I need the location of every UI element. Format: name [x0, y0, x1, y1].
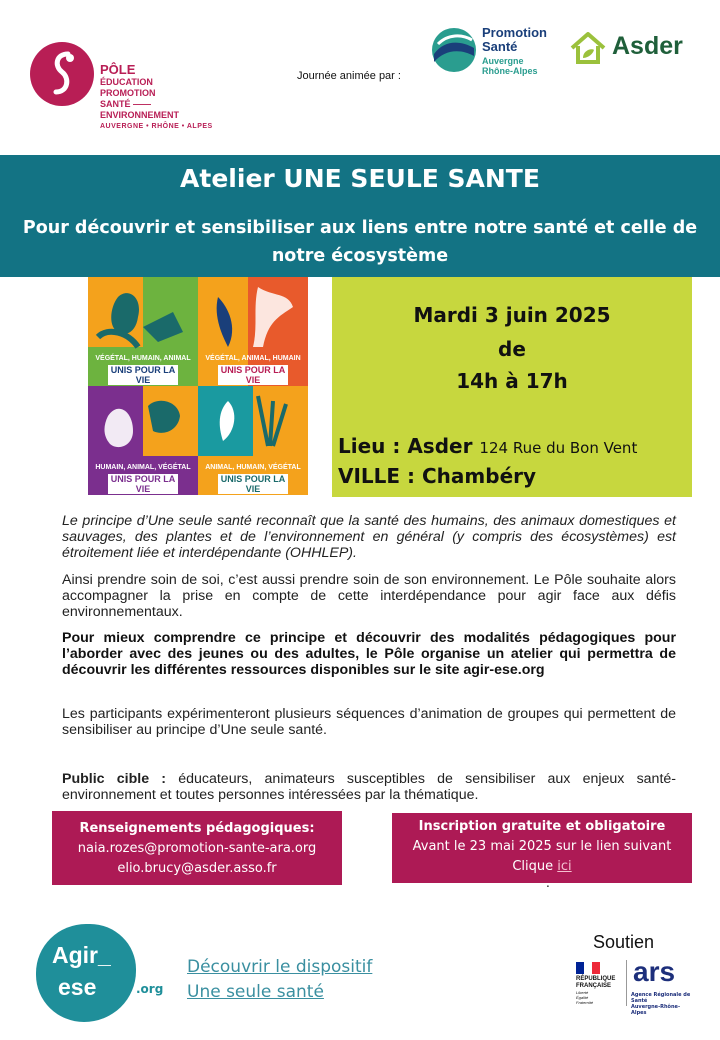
contacts-title: Renseignements pédagogiques:	[79, 821, 315, 836]
pole-line1: PÔLE	[100, 62, 136, 77]
contacts-box	[52, 811, 342, 885]
agir-ese-blob	[36, 924, 136, 1022]
promotion-sante-logo	[430, 26, 570, 80]
event-address: 124 Rue du Bon Vent	[479, 439, 638, 457]
contact-email-1[interactable]: naia.rozes@promotion-sante-ara.org	[77, 841, 317, 856]
event-de: de	[498, 337, 526, 361]
poster-cell-2	[198, 277, 308, 386]
rf-motto-1: Liberté	[576, 990, 589, 995]
rf-line1: RÉPUBLIQUE	[576, 976, 616, 982]
pole-line2: ÉDUCATION	[100, 77, 153, 87]
paragraph-public	[62, 771, 676, 803]
inscription-click-line	[392, 857, 692, 877]
ars-sub-2: Auvergne-Rhône-Alpes	[631, 1004, 681, 1016]
agir-ese-logo	[36, 924, 164, 1022]
inscription-click-label: Clique	[512, 859, 558, 874]
poster-cell-3-kicker: HUMAIN, ANIMAL, VÉGÉTAL	[95, 464, 191, 471]
trailing-dot: .	[546, 876, 550, 890]
pole-line6: AUVERGNE • RHÔNE • ALPES	[100, 123, 213, 130]
french-flag-icon	[576, 962, 600, 974]
ars-logo	[626, 956, 693, 1016]
event-date: Mardi 3 juin 2025	[413, 303, 611, 327]
discover-link-2[interactable]: Une seule santé	[187, 982, 324, 1002]
pole-line3: PROMOTION	[100, 88, 156, 98]
inscription-title: Inscription gratuite et obligatoire	[418, 819, 666, 834]
ars-name: ars	[633, 956, 676, 987]
poster-cell-1	[88, 277, 198, 386]
subtitle-line1: Pour découvrir et sensibiliser aux liens entre notre santé et celle de	[22, 218, 698, 238]
event-city: VILLE : Chambéry	[338, 464, 537, 488]
asder-name: Asder	[612, 32, 683, 60]
ars-sub-1: Agence Régionale de Santé	[631, 992, 691, 1004]
rf-motto-2: Égalité	[576, 995, 589, 1000]
poster-cell-2-caption: UNIS POUR LA VIE	[218, 365, 288, 385]
rf-text	[576, 976, 615, 1005]
event-location-label: Lieu : Asder	[338, 434, 473, 458]
promotion-sante-region	[482, 56, 538, 76]
soutien-label: Soutien	[593, 932, 655, 952]
animated-by-label: Journée animée par :	[297, 70, 401, 82]
rf-line2: FRANÇAISE	[576, 983, 612, 989]
page-subtitle	[20, 214, 700, 270]
poster-cell-1-caption: UNIS POUR LA VIE	[108, 365, 178, 385]
ps-name-2: Santé	[482, 39, 518, 54]
agir-ese-line2: ese	[58, 974, 97, 1000]
poster-cell-1-kicker: VÉGÉTAL, HUMAIN, ANIMAL	[95, 355, 191, 362]
rf-motto-3: Fraternité	[576, 1000, 594, 1005]
paragraph-care: Ainsi prendre soin de soi, c’est aussi prendre soin de son environnement. Le Pôle souhaite alors accompagner la prise en compte de cette interdépendance pour agir face aux défis environnementaux.	[62, 572, 676, 620]
paragraph-participants: Les participants expérimenteront plusieurs séquences d’animation de groupes qui permettent de sensibiliser au principe d’Une seule santé.	[62, 706, 676, 738]
public-text: éducateurs, animateurs susceptibles de sensibiliser aux enjeux santé-environnement et toutes personnes intéressées par la thématique.	[62, 771, 676, 803]
ps-region-1: Auvergne	[482, 56, 524, 66]
asder-logo	[570, 30, 710, 70]
title-banner	[0, 155, 720, 277]
one-health-poster-image	[88, 277, 308, 495]
poster-cell-4-kicker: ANIMAL, HUMAIN, VÉGÉTAL	[205, 464, 301, 471]
paragraph-workshop: Pour mieux comprendre ce principe et découvrir des modalités pédagogiques pour l’aborder avec des jeunes ou des adultes, le Pôle organise un atelier qui permettra de découvrir les différentes ressources disponibles sur le site agir-ese.org	[62, 630, 676, 678]
event-location	[338, 434, 637, 458]
poster-cell-4-caption: UNIS POUR LA VIE	[218, 474, 288, 494]
agir-ese-org: .org	[136, 982, 164, 996]
public-label: Public cible :	[62, 771, 167, 787]
pole-logo-mark	[30, 42, 94, 106]
agir-ese-line1: Agir_	[52, 942, 111, 968]
ars-subtitle	[631, 992, 693, 1016]
pole-line5: ENVIRONNEMENT	[100, 110, 180, 120]
ps-region-2: Rhône-Alpes	[482, 66, 538, 76]
event-info-box	[332, 277, 692, 497]
poster-cell-4	[198, 386, 308, 495]
pole-line4: SANTÉ ——	[100, 99, 152, 109]
subtitle-line2: notre écosystème	[271, 246, 449, 266]
pole-logo-text	[100, 62, 213, 132]
inscription-box	[392, 813, 692, 883]
event-hours: 14h à 17h	[456, 369, 568, 393]
house-leaf-icon	[570, 32, 606, 64]
poster-cell-2-kicker: VÉGÉTAL, ANIMAL, HUMAIN	[205, 355, 301, 362]
poster-cell-3	[88, 386, 198, 495]
page-title: Atelier UNE SEULE SANTE	[180, 164, 540, 193]
republique-francaise-logo	[576, 960, 626, 1006]
promotion-sante-name	[482, 26, 547, 54]
ps-name-1: Promotion	[482, 25, 547, 40]
promotion-sante-mark-icon	[430, 26, 478, 74]
inscription-deadline: Avant le 23 mai 2025 sur le lien suivant	[412, 839, 672, 854]
paragraph-principle: Le principe d’Une seule santé reconnaît que la santé des humains, des animaux domestiques et sauvages, des plantes et de l’environnement en général (y compris des écosystèmes) est étroitement liée et interdépendante (OHHLEP).	[62, 513, 676, 561]
pole-ese-logo	[30, 38, 240, 148]
inscription-link[interactable]: ici	[557, 859, 572, 874]
contact-email-2[interactable]: elio.brucy@asder.asso.fr	[117, 861, 277, 876]
poster-cell-3-caption: UNIS POUR LA VIE	[108, 474, 178, 494]
discover-link-1[interactable]: Découvrir le dispositif	[187, 957, 373, 977]
